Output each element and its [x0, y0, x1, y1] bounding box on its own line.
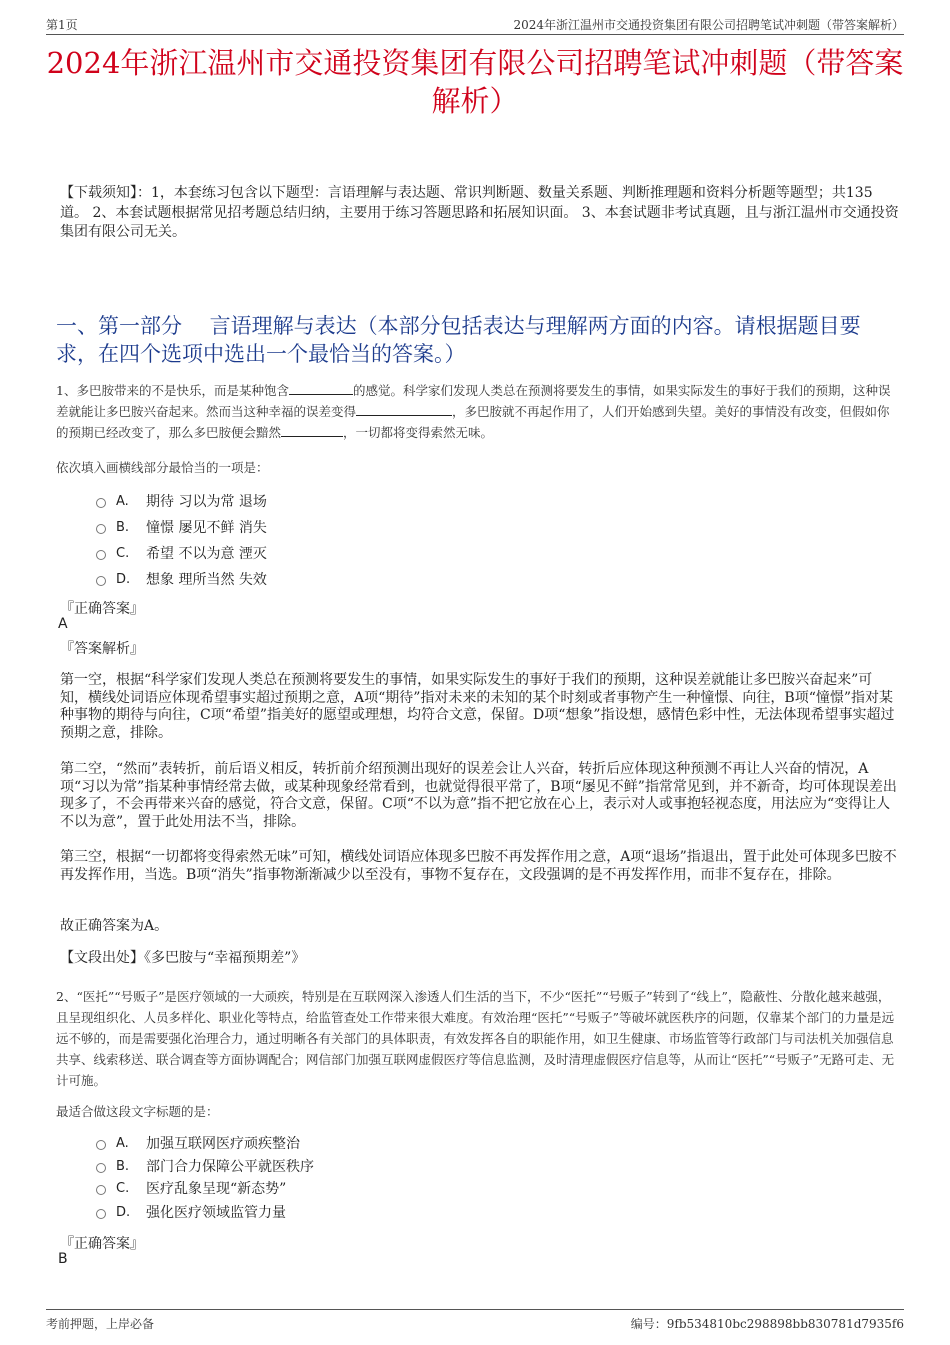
option-b[interactable]: B. 部门合力保障公平就医秩序: [96, 1155, 314, 1177]
radio-icon[interactable]: [96, 1185, 106, 1195]
analysis-label: 『答案解析』: [60, 641, 144, 657]
question-1-prompt: 依次填入画横线部分最恰当的一项是：: [56, 460, 269, 475]
fill-blank-1: [289, 382, 353, 395]
correct-answer: B: [58, 1251, 68, 1267]
option-b[interactable]: B. 憧憬 屡见不鲜 消失: [96, 514, 267, 540]
page-header: [46, 12, 904, 35]
radio-icon[interactable]: [96, 1140, 106, 1150]
correct-answer-label: 『正确答案』: [60, 1236, 144, 1252]
header-doc-title: 2024年浙江温州市交通投资集团有限公司招聘笔试冲刺题（带答案解析）: [513, 18, 904, 32]
question-1-text: 1、多巴胺带来的不是快乐，而是某种饱含 的感觉。科学家们发现人类总在预测将要发生的事情，如果实际发生的事好于我们的预期，这种误差就能让多巴胺兴奋起来。然而当这种幸福的误差变得 ，多巴胺就不再起作用了，人们开始感到失望。美好的事情没有改变，但假如你的预期已经改变了，那么多巴胺便会黯然 ，一切都将变得索然无味。: [56, 383, 891, 440]
radio-icon[interactable]: [96, 1163, 106, 1173]
question-2-options: [96, 1131, 314, 1225]
page-footer: [46, 1309, 904, 1334]
correct-answer: A: [58, 616, 68, 632]
fill-blank-2: [356, 403, 452, 416]
fill-blank-3: [281, 424, 343, 437]
analysis-paragraph-1: 第一空，根据“科学家们发现人类总在预测将要发生的事情，如果实际发生的事好于我们的预期，这种误差就能让多巴胺兴奋起来”可知，横线处词语应体现希望事实超过预期之意，A项“期待”指对未来的未知的某个时刻或者事物产生一种憧憬、向往，B项“憧憬”指对某种事物的期待与向往，C项“希望”指美好的愿望或理想，均符合文意，保留。D项“想象”指设想，感情色彩中性，无法体现希望事实超过预期之意，排除。: [60, 672, 895, 741]
option-d[interactable]: D. 强化医疗领域监管力量: [96, 1199, 314, 1225]
radio-icon[interactable]: [96, 498, 106, 508]
radio-icon[interactable]: [96, 550, 106, 560]
download-notice: 【下载须知】：1，本套练习包含以下题型：言语理解与表达题、常识判断题、数量关系题、判断推理题和资料分析题等题型；共135道。 2、本套试题根据常见招考题总结归纳，主要用于练习答题思路和拓展知识面。 3、本套试题非考试真题，且与浙江温州市交通投资集团有限公司无关。: [60, 185, 899, 240]
document-title: 2024年浙江温州市交通投资集团有限公司招聘笔试冲刺题（带答案解析）: [46, 46, 904, 118]
radio-icon[interactable]: [96, 576, 106, 586]
option-a[interactable]: A. 期待 习以为常 退场: [96, 488, 267, 514]
question-2-prompt: 最适合做这段文字标题的是：: [56, 1104, 219, 1119]
analysis-paragraph-3: 第三空，根据“一切都将变得索然无味”可知，横线处词语应体现多巴胺不再发挥作用之意，A项“退场”指退出，置于此处可体现多巴胺不再发挥作用，当选。B项“消失”指事物渐渐减少以至没有，事物不复存在，文段强调的是不再发挥作用，而非不复存在，排除。: [60, 849, 897, 883]
option-c[interactable]: C. 希望 不以为意 湮灭: [96, 540, 267, 566]
radio-icon[interactable]: [96, 524, 106, 534]
document-id: 编号：9fb534810bc298898bb830781d7935f6: [630, 1317, 904, 1331]
page-number: 第1页: [46, 18, 78, 32]
radio-icon[interactable]: [96, 1209, 106, 1219]
option-a[interactable]: A. 加强互联网医疗顽疾整治: [96, 1131, 314, 1155]
analysis-conclusion: 故正确答案为A。: [60, 918, 169, 934]
footer-slogan: 考前押题，上岸必备: [46, 1317, 155, 1331]
question-1-options: [96, 488, 267, 592]
correct-answer-label: 『正确答案』: [60, 601, 144, 617]
question-2-text: 2、“医托”“号贩子”是医疗领域的一大顽疾，特别是在互联网深入渗透人们生活的当下，不少“医托”“号贩子”转到了“线上”，隐蔽性、分散化越来越强，且呈现组织化、人员多样化、职业化等特点，给监管查处工作带来很大难度。有效治理“医托”“号贩子”等破坏就医秩序的问题，仅靠某个部门的力量是远远不够的，而是需要强化治理合力，通过明晰各有关部门的具体职责，有效发挥各自的职能作用，如卫生健康、市场监管等行政部门与司法机关加强信息共享、线索移送、联合调查等方面协调配合；网信部门加强互联网虚假医疗等信息监测，及时清理虚假医疗信息等，从而让“医托”“号贩子”无路可走、无计可施。: [56, 989, 895, 1088]
source-citation: 【文段出处】《多巴胺与“幸福预期差”》: [60, 950, 306, 966]
section-heading: 一、第一部分 言语理解与表达（本部分包括表达与理解两方面的内容。请根据题目要求，在四个选项中选出一个最恰当的答案。）: [56, 314, 861, 366]
option-d[interactable]: D. 想象 理所当然 失效: [96, 566, 267, 592]
analysis-paragraph-2: 第二空，“然而”表转折，前后语义相反，转折前介绍预测出现好的误差会让人兴奋，转折后应体现这种预测不再让人兴奋的情况，A项“习以为常”指某种事情经常去做，或某种现象经常看到，也就觉得很平常了，B项“屡见不鲜”指常常见到，并不新奇，均可体现误差出现多了，不会再带来兴奋的感觉，符合文意，保留。C项“不以为意”指不把它放在心上，表示对人或事抱轻视态度，用法应为“变得让人不以为意”，置于此处用法不当，排除。: [60, 761, 897, 830]
option-c[interactable]: C. 医疗乱象呈现“新态势”: [96, 1177, 314, 1199]
